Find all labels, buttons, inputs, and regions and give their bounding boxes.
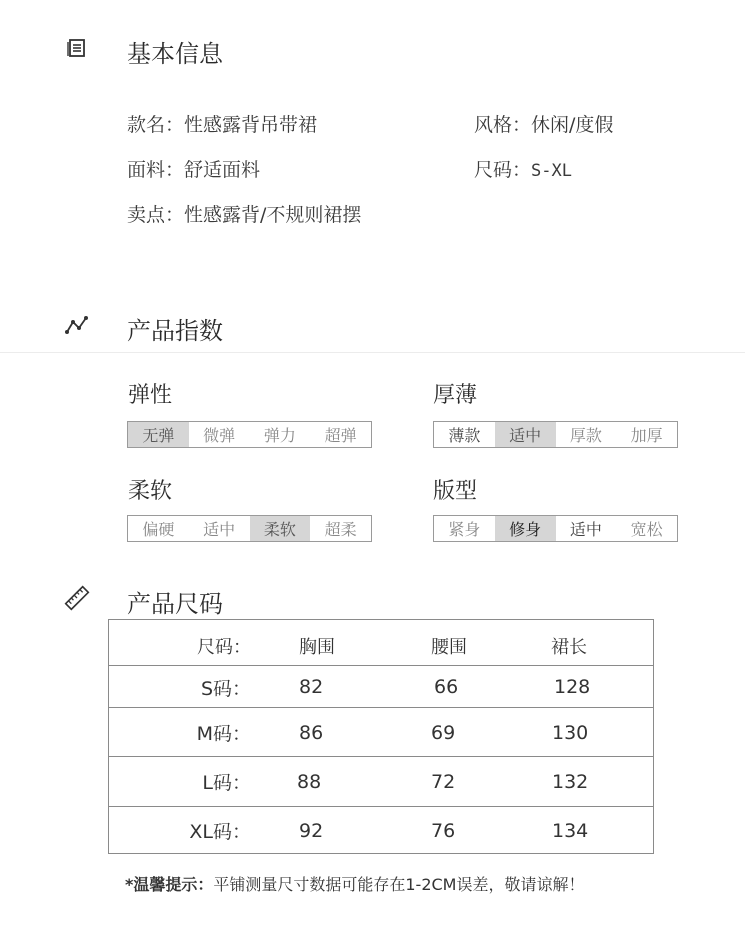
row-length: 132 (552, 770, 589, 793)
section-divider (0, 352, 745, 353)
fit-title: 版型 (433, 479, 478, 504)
fit-option: 修身 (495, 516, 556, 541)
row-waist: 66 (434, 676, 459, 698)
elasticity-option: 微弹 (203, 426, 236, 445)
selling-point-line (127, 200, 361, 227)
thickness-scale (433, 421, 678, 448)
softness-option: 柔软 (250, 516, 311, 541)
fit-option: 适中 (569, 520, 602, 539)
tip-prefix: *温馨提示： (125, 875, 214, 894)
tip-text: 平铺测量尺寸数据可能存在1-2CM误差，敬请谅解！ (213, 875, 585, 894)
table-row (109, 807, 653, 854)
row-length: 130 (552, 721, 589, 744)
size-range-value: S-XL (531, 161, 572, 181)
elasticity-option: 无弹 (128, 422, 189, 447)
row-waist: 72 (431, 770, 456, 793)
line-chart-icon (64, 312, 90, 338)
table-row (109, 757, 653, 806)
header-waist: 腰围 (431, 637, 467, 658)
row-size: XL码： (189, 821, 251, 843)
selling-point-value: 性感露背/不规则裙摆 (184, 204, 362, 226)
thickness-option: 适中 (495, 422, 556, 447)
table-header-row (109, 626, 653, 666)
genre-label: 风格： (474, 114, 532, 136)
header-length: 裙长 (551, 637, 587, 658)
size-chart-header (64, 578, 223, 618)
basic-info-header (64, 28, 223, 68)
elasticity-option: 超弹 (324, 426, 357, 445)
row-length: 134 (552, 819, 589, 842)
fit-option: 紧身 (448, 520, 481, 539)
genre-line (474, 110, 613, 137)
header-size: 尺码： (197, 637, 251, 658)
size-chart-title: 产品尺码 (127, 590, 223, 618)
row-waist: 69 (431, 721, 456, 744)
measurement-tip (125, 872, 585, 895)
row-waist: 76 (431, 819, 456, 842)
product-index-header (64, 305, 223, 345)
thickness-option: 加厚 (630, 426, 663, 445)
style-name-value: 性感露背吊带裙 (184, 114, 318, 136)
row-bust: 82 (299, 676, 324, 698)
selling-point-label: 卖点： (127, 204, 185, 226)
fabric-label: 面料： (127, 159, 185, 181)
row-size: L码： (202, 772, 251, 794)
softness-option: 适中 (203, 520, 236, 539)
table-row (109, 708, 653, 757)
basic-info-title: 基本信息 (127, 40, 223, 68)
row-bust: 86 (299, 721, 324, 744)
softness-scale (127, 515, 372, 542)
thickness-option: 厚款 (569, 426, 602, 445)
softness-option: 偏硬 (142, 520, 175, 539)
softness-title: 柔软 (128, 479, 173, 504)
table-row (109, 666, 653, 708)
fabric-line (127, 155, 260, 182)
size-table (108, 619, 654, 854)
genre-value: 休闲/度假 (531, 114, 614, 136)
style-name-line (127, 110, 317, 137)
thickness-option: 薄款 (448, 426, 481, 445)
style-name-label: 款名： (127, 114, 185, 136)
elasticity-scale (127, 421, 372, 448)
row-bust: 88 (297, 770, 322, 793)
thickness-title: 厚薄 (433, 383, 478, 408)
elasticity-option: 弹力 (263, 426, 296, 445)
row-bust: 92 (299, 819, 324, 842)
row-size: M码： (196, 723, 251, 745)
fit-scale (433, 515, 678, 542)
header-bust: 胸围 (299, 637, 335, 658)
size-range-label: 尺码： (474, 159, 532, 181)
row-length: 128 (554, 676, 591, 698)
document-icon (64, 35, 90, 61)
product-index-title: 产品指数 (127, 317, 223, 345)
ruler-icon (64, 585, 90, 611)
fit-option: 宽松 (630, 520, 663, 539)
softness-option: 超柔 (324, 520, 357, 539)
row-size: S码： (200, 677, 251, 700)
size-range-line (474, 155, 572, 182)
fabric-value: 舒适面料 (184, 159, 261, 181)
elasticity-title: 弹性 (128, 383, 173, 408)
